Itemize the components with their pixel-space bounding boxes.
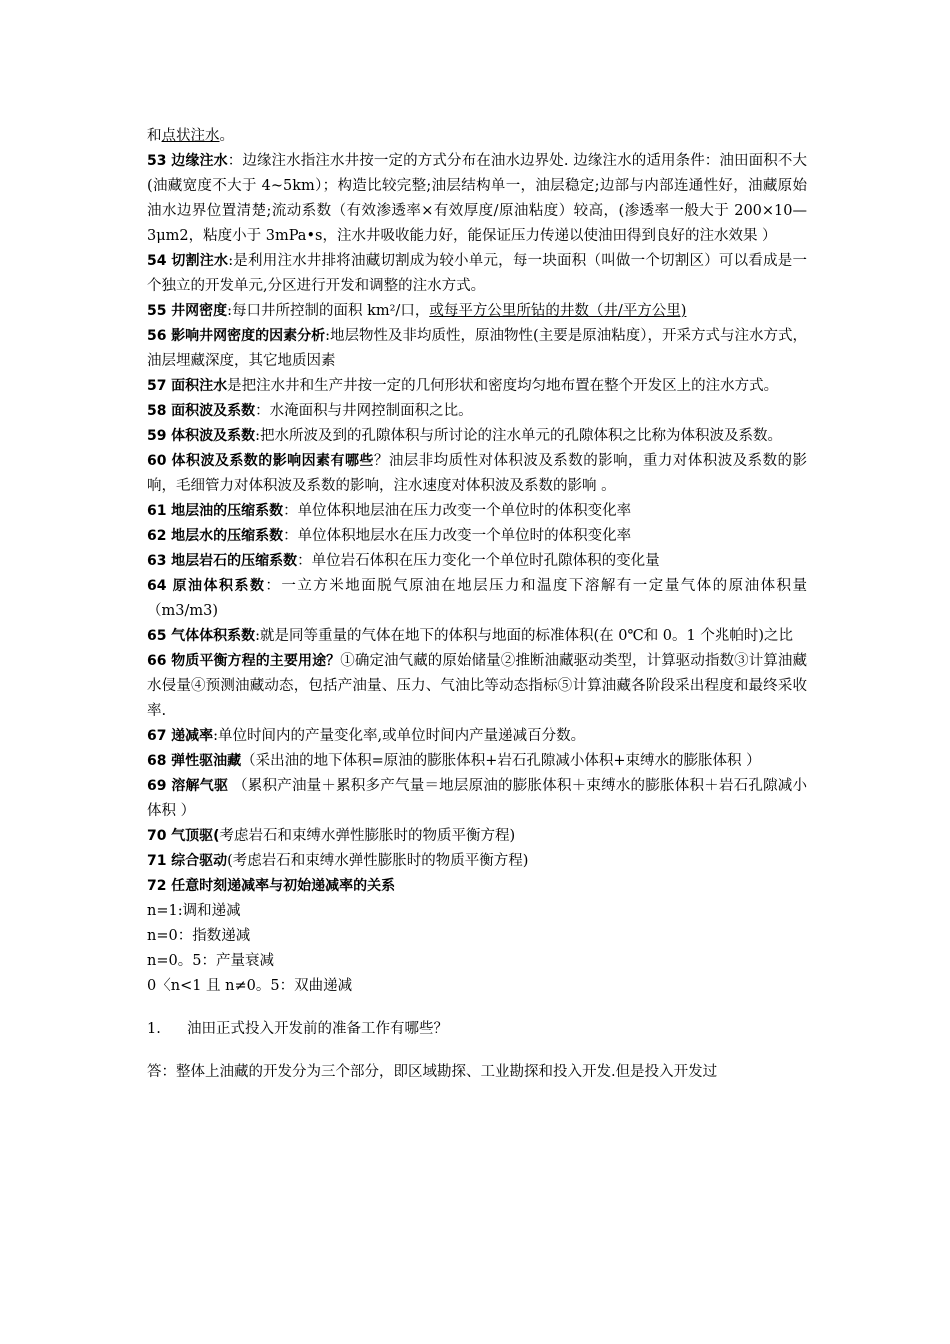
- definition-item: [147, 624, 807, 649]
- definition-item: [147, 524, 807, 549]
- definition-body: （累积产油量＋累积多产气量＝地层原油的膨胀体积＋束缚水的膨胀体积＋岩石孔隙减小体积 ）: [147, 778, 808, 819]
- definition-term: 切割注水: [171, 253, 229, 269]
- definition-item: [147, 849, 807, 874]
- item-number: 68: [147, 753, 167, 769]
- document-body: [147, 124, 807, 1085]
- point-injection-term: 点状注水: [161, 128, 220, 144]
- definition-term: 溶解气驱: [171, 778, 229, 794]
- definition-item: [147, 549, 807, 574]
- definition-body: ？油层非均质性对体积波及系数的影响，重力对体积波及系数的影响，毛细管力对体积波及系数的影响，注水速度对体积波及系数的影响 。: [147, 453, 808, 494]
- item-number: 69: [147, 778, 167, 794]
- definition-term: 气体体积系数: [171, 628, 256, 644]
- item-number: 56: [147, 328, 167, 344]
- definition-body: :是利用注水井排将油藏切割成为较小单元，每一块面积（叫做一个切割区）可以看成是一个独立的开发单元,分区进行开发和调整的注水方式。: [147, 253, 808, 294]
- definition-body: :单位时间内的产量变化率,或单位时间内产量递减百分数。: [213, 728, 586, 744]
- definition-item: [147, 874, 807, 899]
- item-number: 67: [147, 728, 167, 744]
- definition-term: 面积注水: [171, 378, 228, 394]
- definition-body: ：单位体积地层水在压力改变一个单位时的体积变化率: [283, 528, 632, 544]
- item-number: 55: [147, 303, 167, 319]
- definition-term: 综合驱动: [171, 853, 228, 869]
- definition-term: 弹性驱油藏: [171, 753, 242, 769]
- item-number: 63: [147, 553, 167, 569]
- definition-term: 地层油的压缩系数: [171, 503, 284, 519]
- item-number: 61: [147, 503, 167, 519]
- definition-term: 地层岩石的压缩系数: [171, 553, 298, 569]
- definition-item: [147, 374, 807, 399]
- item-number: 65: [147, 628, 167, 644]
- decline-type-item: n=0：指数递减: [147, 928, 251, 944]
- decline-type-item: 0〈n<1 且 n≠0。5：双曲递减: [147, 978, 353, 994]
- definition-body: 考虑岩石和束缚水弹性膨胀时的物质平衡方程): [219, 828, 516, 844]
- definition-term: 影响井网密度的因素分析: [171, 328, 326, 344]
- definition-body: :每口井所控制的面积 km²/口，: [227, 303, 430, 319]
- item-number: 60: [147, 453, 167, 469]
- definition-item: [147, 324, 807, 374]
- definition-item: [147, 399, 807, 424]
- definition-term: 边缘注水: [171, 153, 228, 169]
- definition-body: :就是同等重量的气体在地下的体积与地面的标准体积(在 0℃和 0。1 个兆帕时)之比: [255, 628, 794, 644]
- definition-item: [147, 724, 807, 749]
- definition-item: [147, 449, 807, 499]
- definition-item: [147, 649, 807, 724]
- question-text: 油田正式投入开发前的准备工作有哪些？: [187, 1021, 448, 1037]
- definition-underlined: 或每平方公里所钻的井数（井/平方公里): [429, 303, 687, 319]
- definition-body: ：单位体积地层油在压力改变一个单位时的体积变化率: [283, 503, 632, 519]
- definition-term: 井网密度: [171, 303, 228, 319]
- definition-term: 体积波及系数: [171, 428, 256, 444]
- definition-item: [147, 249, 807, 299]
- definition-item: [147, 774, 807, 824]
- item-number: 62: [147, 528, 167, 544]
- item-number: 58: [147, 403, 167, 419]
- definition-item: [147, 424, 807, 449]
- item-number: 66: [147, 653, 167, 669]
- definition-term: 面积波及系数: [171, 403, 256, 419]
- definition-item: [147, 824, 807, 849]
- decline-type-item: n=0。5：产量衰减: [147, 953, 274, 969]
- item-number: 70: [147, 828, 167, 844]
- definition-body: 是把注水井和生产井按一定的几何形状和密度均匀地布置在整个开发区上的注水方式。: [227, 378, 779, 394]
- definition-list: [147, 149, 807, 899]
- definition-item: [147, 499, 807, 524]
- definition-item: [147, 299, 807, 324]
- definition-term: 地层水的压缩系数: [171, 528, 284, 544]
- definition-term: 气顶驱(: [171, 828, 220, 844]
- decline-type-list: [147, 899, 807, 999]
- item-number: 59: [147, 428, 167, 444]
- decline-type-item: n=1:调和递减: [147, 903, 241, 919]
- question-number: 1.: [147, 1021, 161, 1037]
- item-number: 71: [147, 853, 167, 869]
- definition-body: :地层物性及非均质性，原油物性(主要是原油粘度），开采方式与注水方式，油层埋藏深度，其它地质因素: [147, 328, 808, 369]
- definition-body: ：水淹面积与井网控制面积之比。: [255, 403, 473, 419]
- definition-body: ：单位岩石体积在压力变化一个单位时孔隙体积的变化量: [297, 553, 660, 569]
- definition-item: [147, 149, 807, 249]
- item-number: 54: [147, 253, 167, 269]
- intro-line: 和点状注水。: [147, 128, 234, 144]
- definition-body: ①确定油气藏的原始储量②推断油藏驱动类型，计算驱动指数③计算油藏水侵量④预测油藏动态，包括产油量、压力、气油比等动态指标⑤计算油藏各阶段采出程度和最终采收率.: [147, 653, 808, 719]
- definition-term: 体积波及系数的影响因素有哪些: [171, 453, 374, 469]
- item-number: 64: [147, 578, 167, 594]
- item-number: 57: [147, 378, 167, 394]
- definition-body: （采出油的地下体积=原油的膨胀体积+岩石孔隙减小体积+束缚水的膨胀体积 ）: [241, 753, 761, 769]
- definition-item: [147, 749, 807, 774]
- definition-term: 物质平衡方程的主要用途？: [171, 653, 341, 669]
- definition-body: :把水所波及到的孔隙体积与所讨论的注水单元的孔隙体积之比称为体积波及系数。: [255, 428, 782, 444]
- item-number: 72: [147, 878, 167, 894]
- definition-term: 递减率: [171, 728, 214, 744]
- definition-term: 原油体积系数: [172, 578, 266, 594]
- definition-term: 任意时刻递减率与初始递减率的关系: [171, 878, 396, 894]
- definition-body: (考虑岩石和束缚水弹性膨胀时的物质平衡方程): [227, 853, 529, 869]
- answer-line: 答：整体上油藏的开发分为三个部分，即区域勘探、工业勘探和投入开发.但是投入开发过: [147, 1064, 718, 1080]
- item-number: 53: [147, 153, 167, 169]
- definition-body: ：边缘注水指注水井按一定的方式分布在油水边界处. 边缘注水的适用条件：油田面积不大(油藏宽度不大于 4~5km）；构造比较完整;油层结构单一，油层稳定;边部与内部连通性好，油藏原始油水边界位置清楚;流动系数（有效渗透率×有效厚度/原油粘度）较高，(渗透率一般大于 200×10—3μm2，粘度小于 3mPa•s，注水井吸收能力好，能保证压力传递以使油田得到良好的注水效果 ）: [147, 153, 808, 244]
- definition-item: [147, 574, 807, 624]
- definition-body: ：一立方米地面脱气原油在地层压力和温度下溶解有一定量气体的原油体积量（m3/m3): [147, 578, 808, 619]
- question-line: [147, 1017, 807, 1042]
